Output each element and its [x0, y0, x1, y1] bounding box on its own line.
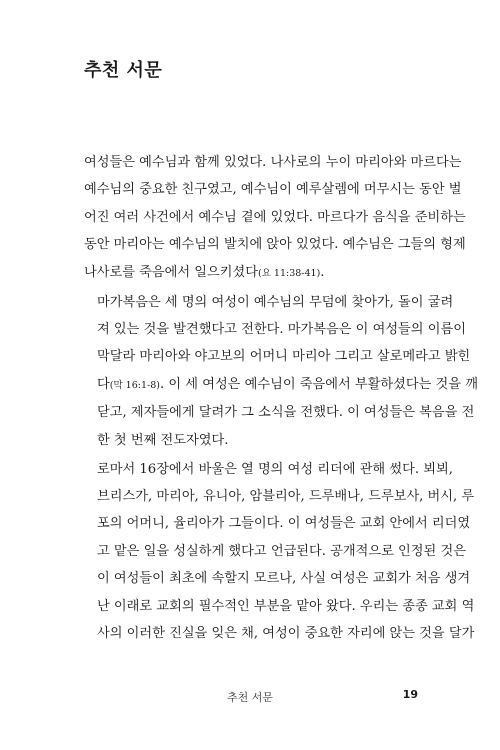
text-segment: .	[320, 264, 325, 280]
text-line: 사의 이러한 진실을 잊은 채, 여성이 중요한 자리에 앉는 것을 달가	[97, 626, 475, 642]
text-segment: . 이 세 여성은 예수님이 죽음에서 부활하셨다는 것을 깨	[159, 376, 478, 392]
text-line: 난 이래로 교회의 필수적인 부분을 맡아 왔다. 우리는 종종 교회 역	[97, 598, 475, 614]
text-line: 어진 여러 사건에서 예수님 곁에 있었다. 마르다가 음식을 준비하는	[84, 209, 466, 225]
text-line	[84, 371, 478, 399]
page-number: 19	[402, 688, 418, 701]
text-line: 져 있는 것을 발견했다고 전한다. 마가복음은 이 여성들의 이름이	[97, 322, 466, 338]
paragraph-1	[84, 149, 466, 287]
text-line	[84, 259, 424, 287]
scripture-reference: (막 16:1-8)	[109, 379, 160, 391]
text-line: 브리스가, 마리아, 유니아, 암블리아, 드루배나, 드루보사, 버시, 루	[97, 489, 475, 505]
chapter-heading: 추천 서문	[84, 60, 163, 81]
text-segment: 다	[97, 376, 110, 392]
text-line: 닫고, 제자들에게 달려가 그 소식을 전했다. 이 여성들은 복음을 전	[97, 405, 475, 421]
text-line: 포의 어머니, 율리아가 그들이다. 이 여성들은 교회 안에서 리더였	[97, 516, 471, 532]
body-text	[84, 149, 478, 649]
paragraph-3	[84, 456, 475, 648]
text-line: 로마서 16장에서 바울은 열 명의 여성 리더에 관해 썼다. 뵈뵈,	[97, 461, 453, 477]
text-line: 이 여성들이 최초에 속할지 모르나, 사실 여성은 교회가 처음 생겨	[97, 571, 471, 587]
running-footer-title: 추천 서문	[226, 691, 273, 704]
paragraph-2	[84, 289, 478, 454]
text-line: 고 맡은 일을 성실하게 했다고 언급된다. 공개적으로 인정된 것은	[97, 543, 466, 559]
text-line: 여성들은 예수님과 함께 있었다. 나사로의 누이 마리아와 마르다는	[84, 155, 462, 170]
text-line: 마가복음은 세 명의 여성이 예수님의 무덤에 찾아가, 돌이 굴려	[97, 294, 454, 310]
text-line: 한 첫 번째 전도자였다.	[97, 432, 229, 448]
text-segment: 나사로를 죽음에서 일으키셨다	[84, 264, 258, 280]
text-line: 동안 마리아는 예수님의 발치에 앉아 있었다. 예수님은 그들의 형제	[84, 237, 466, 253]
text-line: 막달라 마리아와 야고보의 어머니 마리아 그리고 살로메라고 밝힌	[97, 349, 471, 365]
text-line: 예수님의 중요한 친구였고, 예수님이 예루살렘에 머무시는 동안 벌	[84, 182, 462, 198]
scripture-reference: (요 11:38-41)	[258, 267, 321, 279]
